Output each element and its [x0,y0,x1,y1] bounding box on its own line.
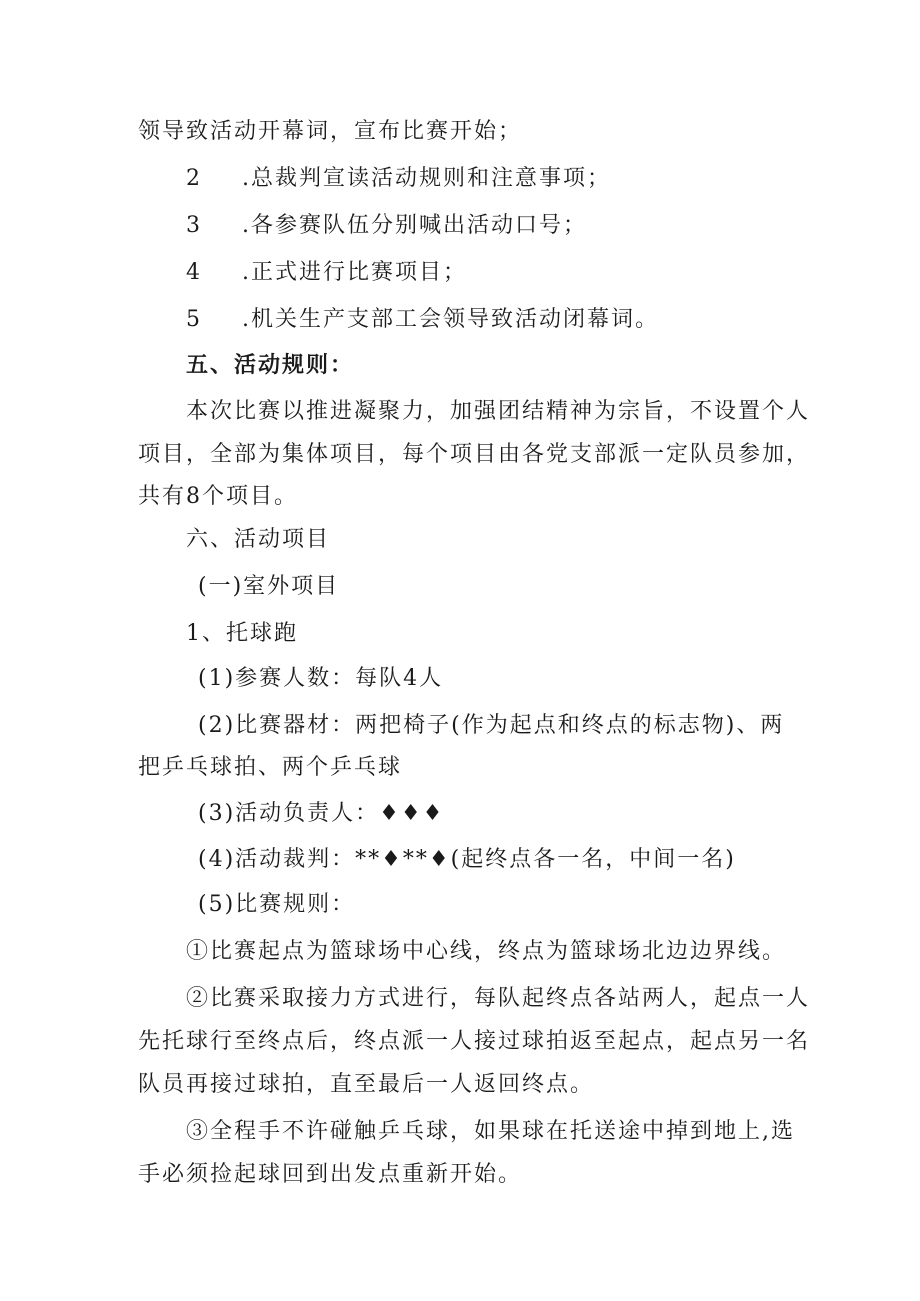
item-detail: (1)参赛人数：每队4人 [198,666,444,691]
item-detail: (3)活动负责人：♦♦♦ [198,801,445,826]
step-text: .各参赛队伍分别喊出活动口号； [242,213,587,238]
section-heading: 六、活动项目 [186,527,331,552]
subsection-heading: (一)室外项目 [198,574,340,599]
step-number: 2 [186,166,202,191]
item-detail: (2)比赛器材：两把椅子(作为起点和终点的标志物)、两 [198,713,785,738]
item-detail: (4)活动裁判：**♦**♦(起终点各一名，中间一名) [198,847,736,872]
step-text: .总裁判宣读活动规则和注意事项； [242,166,611,191]
rule-line: ②比赛采取接力方式进行，每队起终点各站两人，起点一人 [186,986,811,1011]
rule-line: ③全程手不许碰触乒乓球，如果球在托送途中掉到地上,选 [186,1119,795,1144]
step-item [186,258,467,288]
step-number: 5 [186,307,202,332]
paragraph-line: 本次比赛以推进凝聚力，加强团结精神为宗旨，不设置个人 [186,399,811,424]
paragraph-opening-line: 领导致活动开幕词，宣布比赛开始； [138,119,523,144]
paragraph-line: 共有8个项目。 [138,484,298,509]
step-number: 3 [186,213,202,238]
item-detail: (5)比赛规则： [198,892,356,917]
rule-line: 队员再接过球拍，直至最后一人返回终点。 [138,1072,595,1097]
item-heading: 1、托球跑 [186,621,298,646]
step-text: .机关生产支部工会领导致活动闭幕词。 [242,307,659,332]
rule-line: 手必须捡起球回到出发点重新开始。 [138,1162,523,1187]
step-number: 4 [186,260,202,285]
paragraph-line: 项目，全部为集体项目，每个项目由各党支部派一定队员参加， [138,442,811,467]
step-item [186,211,587,241]
section-heading: 五、活动规则： [186,352,355,378]
step-item [186,305,659,335]
item-detail: 把乒乓球拍、两个乒乓球 [138,755,403,780]
step-text: .正式进行比赛项目； [242,260,467,285]
step-item [186,164,611,194]
rule-line: 先托球行至终点后，终点派一人接过球拍返至起点，起点另一名 [138,1029,811,1054]
rule-line: ①比赛起点为篮球场中心线，终点为篮球场北边边界线。 [186,939,787,964]
